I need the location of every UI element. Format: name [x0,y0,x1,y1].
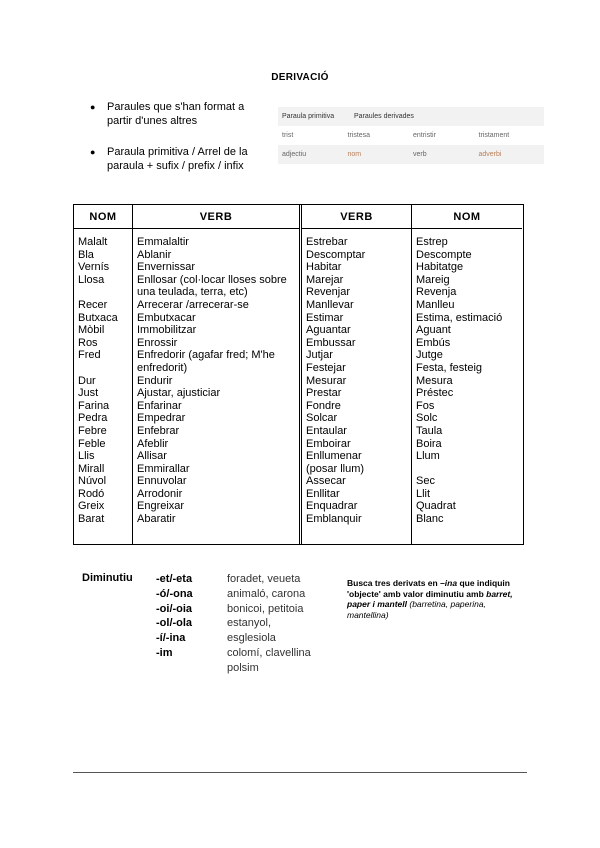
table-cell: Emboirar [306,437,351,450]
derivation-row [278,126,544,145]
column-body [412,229,522,526]
table-cell: Feble [78,437,106,450]
table-cell: Llum [416,450,440,463]
table-cell: Immobilitzar [137,324,197,337]
table-cell: Estrep [416,236,448,248]
cell: verb [413,151,427,158]
bullet-dot-icon: ● [90,147,96,157]
bullet-list [90,100,265,190]
table-cell: Arrecerar /arrecerar-se [137,298,249,311]
table-cell: Allisar [137,450,167,463]
table-cell: Greix [78,500,105,513]
header-derived: Paraules derivades [354,113,414,120]
header-primitive: Paraula primitiva [282,113,335,120]
table-cell: Emmirallar [137,462,190,475]
table-cell: Emblanquir [306,513,362,526]
table-cell: Pedra [78,412,108,425]
table-cell: Fred [78,349,101,362]
table-cell: Enllumenar (posar llum) [306,450,365,475]
example-list [227,572,311,676]
note-words: barret, paper i mantell [347,588,513,609]
table-cell: Enfarinar [137,399,182,412]
table-cell: Ablanir [137,248,172,261]
note-answers: (barretina, paperina, mantellina) [347,599,486,620]
table-cell: Barat [78,513,105,526]
bullet-text: Paraules que s'han format a partir d'unes altres [107,101,245,127]
table-cell: Mesurar [306,374,347,387]
cell: tristament [478,132,510,139]
table-cell: Recer [78,298,108,311]
table-cell: Embús [416,336,451,349]
column-header: NOM [412,205,522,229]
table-cell: Habitatge [416,261,464,274]
table-cell: Enrossir [137,336,178,349]
table-cell: Marejar [306,273,344,286]
table-cell: Dur [78,374,96,387]
table-cell: Abaratir [137,513,176,526]
table-cell: Solc [416,412,438,425]
example-item: polsim [227,661,259,674]
table-cell: Préstec [416,387,454,400]
table-cell: Embussar [306,336,356,349]
table-cell: Vernís [78,261,110,274]
table-cell: Arrodonir [137,487,183,500]
example-item: animaló, carona [227,587,306,600]
table-cell: Taula [416,424,443,437]
table-cell: Estrebar [306,236,348,248]
table-cell: Sec [416,475,435,488]
table-cell [78,362,132,375]
derivation-header-row [278,107,544,126]
table-cell: Entaular [306,424,347,437]
table-cell: Bla [78,248,94,261]
table-cell: Febre [78,424,107,437]
table-cell: Enfebrar [137,424,180,437]
suffix-item: -et/-eta [156,573,193,585]
column-header: VERB [302,205,411,229]
bottom-rule [73,772,527,773]
table-cell: Farina [78,399,110,412]
table-cell: Endurir [137,374,173,387]
example-item: bonicoi, petitoia [227,602,304,615]
column-body [133,229,299,526]
table-cell: Fondre [306,399,341,412]
table-cell: Núvol [78,475,107,488]
table-cell: Ajustar, ajusticiar [137,387,221,400]
page-title: DERIVACIÓ [271,72,329,83]
table-cell: Assecar [306,475,346,488]
column-verb-1 [132,205,299,544]
table-cell: Ros [78,336,98,349]
column-body [302,229,411,526]
table-cell: Malalt [78,236,108,248]
suffix-item: -ó/-ona [156,587,193,600]
table-cell: Mesura [416,374,453,387]
table-cell: Llosa [78,273,105,286]
derivation-example-table [278,107,544,164]
column-verb-2 [299,205,411,544]
suffix-list [156,572,193,661]
table-cell: Estima, estimació [416,311,503,324]
column-header: NOM [74,205,132,229]
exercise-note [347,578,522,620]
table-cell: Revenjar [306,286,351,299]
cell: adjectiu [282,151,307,158]
table-cell: Quadrat [416,500,456,513]
table-cell: Festejar [306,361,346,374]
table-cell: Descompte [416,248,472,261]
table-cell: Aguant [416,324,451,337]
table-cell: Enfredorir (agafar fred; M'he enfredorit) [137,349,275,374]
example-item: esglesiola [227,632,276,645]
table-cell: Embutxacar [137,311,196,324]
bullet-text: Paraula primitiva / Arrel de la paraula + sufix / prefix / infix [107,146,248,172]
table-cell: Jutjar [306,349,333,362]
table-cell: Rodó [78,487,105,500]
table-cell: Empedrar [137,412,186,425]
table-cell: Enllitar [306,487,340,500]
cell: trist [282,132,294,139]
column-header: VERB [133,205,299,229]
suffix-item: -im [156,646,173,659]
note-text: que indiquin 'objecte' amb valor diminutiu amb [347,578,510,599]
table-cell: Afeblir [137,437,169,450]
cell: adverbi [478,151,502,158]
table-cell: Estimar [306,311,344,324]
example-item: foradet, veueta [227,573,301,585]
table-cell [416,463,522,476]
table-cell: Jutge [416,349,443,362]
table-cell: Aguantar [306,324,351,337]
suffix-item: -ol/-ola [156,617,193,630]
cell: tristesa [347,132,371,139]
table-cell: Engreixar [137,500,185,513]
word-table [73,204,524,545]
table-cell: Manlleu [416,298,455,311]
cell: nom [347,151,362,158]
column-nom-2 [411,205,522,544]
suffix-item: -oi/-oia [156,602,193,615]
table-cell: Enquadrar [306,500,358,513]
suffix-item: -í/-ina [156,632,186,645]
bullet-item [90,100,265,128]
table-cell [78,286,132,299]
table-cell: Blanc [416,513,444,526]
table-cell: Manllevar [306,298,354,311]
note-suffix: –ina [440,578,458,588]
table-cell: Emmalaltir [137,236,189,248]
column-nom-1 [74,205,132,544]
cell: entristir [413,132,436,139]
note-text: Busca tres derivats en [347,578,441,588]
table-cell: Prestar [306,387,342,400]
example-item: estanyol, [227,617,272,630]
bullet-dot-icon: ● [90,102,96,112]
example-item: colomí, clavellina [227,646,311,659]
table-cell: Just [78,387,99,400]
table-cell: Habitar [306,261,342,274]
table-cell: Festa, festeig [416,361,483,374]
column-body [74,229,132,526]
table-cell: Mareig [416,273,450,286]
table-cell: Solcar [306,412,338,425]
table-cell: Revenja [416,286,457,299]
table-cell: Ennuvolar [137,475,187,488]
derivation-row [278,145,544,164]
table-cell: Envernissar [137,261,196,274]
table-cell: Llis [78,450,95,463]
table-cell: Butxaca [78,311,118,324]
diminutiu-label: Diminutiu [82,572,133,584]
bullet-item [90,145,265,173]
table-cell: Mirall [78,462,105,475]
table-cell: Fos [416,399,435,412]
table-cell: Mòbil [78,324,105,337]
table-cell: Enllosar (col·locar lloses sobre una teulada, terra, etc) [137,273,287,299]
table-cell: Descomptar [306,248,366,261]
table-cell: Llit [416,487,431,500]
table-cell: Boira [416,437,442,450]
